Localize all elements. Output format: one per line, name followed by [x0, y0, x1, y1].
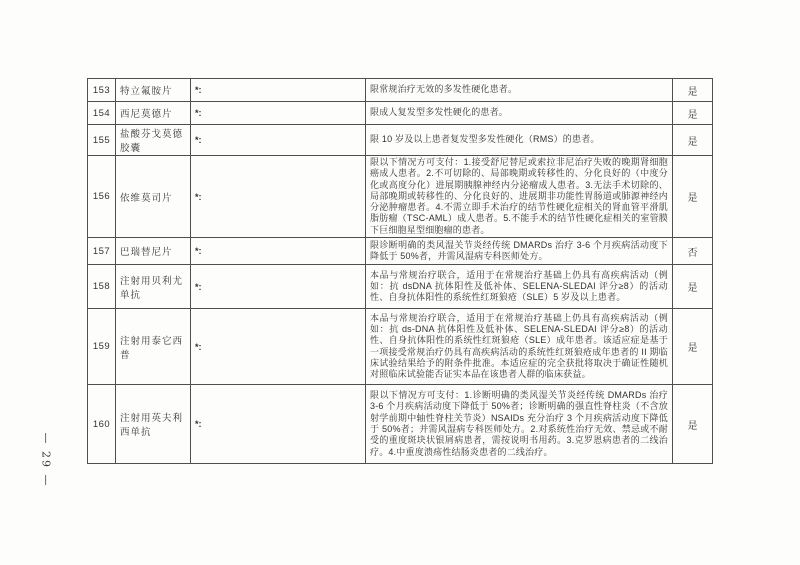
table-row [88, 79, 713, 102]
negotiation-flag: 是 [673, 102, 713, 125]
drug-name: 注射用泰它西普 [116, 309, 191, 385]
table-row [88, 102, 713, 125]
negotiation-flag: 是 [673, 125, 713, 156]
row-index: 160 [88, 385, 116, 464]
payment-scope: 限 10 岁及以上患者复发型多发性硬化（RMS）的患者。 [366, 125, 673, 156]
drug-name: 注射用英夫利西单抗 [116, 385, 191, 464]
page-number: — 29 — [39, 432, 53, 488]
table-row [88, 238, 713, 265]
table-row [88, 265, 713, 309]
payment-scope: 本品与常规治疗联合，适用于在常规治疗基础上仍具有高疾病活动（例如：抗 ds-DNA 抗体阳性及低补体、SELENA-SLEDAI 评分≥8）的活动性、自身抗体阳性的系统性红斑狼疮（SLE）成年患者。该适应症是基于一项接受常规治疗仍具有高疾病活动的系统性红斑狼疮成年患者的 II 期临床试验结果给予的附条件批准。本适应症的完全获批将取决于确证性随机对照临床试验能否证实本品在该患者人群的临床获益。 [366, 309, 673, 385]
drug-name: 依维莫司片 [116, 156, 191, 238]
row-index: 156 [88, 156, 116, 238]
payment-scope: 限常规治疗无效的多发性硬化患者。 [366, 79, 673, 102]
remark-mark: *: [191, 238, 366, 265]
negotiation-flag: 是 [673, 79, 713, 102]
negotiation-flag: 是 [673, 309, 713, 385]
drug-payment-restriction-table [87, 78, 713, 464]
row-index: 159 [88, 309, 116, 385]
remark-mark: *: [191, 309, 366, 385]
drug-name: 西尼莫德片 [116, 102, 191, 125]
negotiation-flag: 否 [673, 238, 713, 265]
table-row [88, 125, 713, 156]
negotiation-flag: 是 [673, 156, 713, 238]
drug-name: 特立氟胺片 [116, 79, 191, 102]
row-index: 155 [88, 125, 116, 156]
payment-scope: 本品与常规治疗联合，适用于在常规治疗基础上仍具有高疾病活动（例如：抗 dsDNA 抗体阳性及低补体、SELENA-SLEDAI 评分≥8）的活动性、自身抗体阳性的系统性红斑狼疮（SLE）5 岁及以上患者。 [366, 265, 673, 309]
drug-name: 巴瑞替尼片 [116, 238, 191, 265]
payment-scope: 限诊断明确的类风湿关节炎经传统 DMARDs 治疗 3-6 个月疾病活动度下降低于 50%者，并需风湿病专科医师处方。 [366, 238, 673, 265]
negotiation-flag: 是 [673, 265, 713, 309]
remark-mark: *: [191, 385, 366, 464]
row-index: 158 [88, 265, 116, 309]
drug-name: 盐酸芬戈莫德胶囊 [116, 125, 191, 156]
table-row [88, 385, 713, 464]
payment-scope: 限以下情况方可支付：1.诊断明确的类风湿关节炎经传统 DMARDs 治疗 3-6 个月疾病活动度下降低于 50%者；诊断明确的强直性脊柱炎（不含放射学前期中轴性脊柱关节炎）NSAIDs 充分治疗 3 个月疾病活动度下降低于 50%者；并需风湿病专科医师处方。2.对系统性治疗无效、禁忌或不耐受的重度斑块状银屑病患者，需按说明书用药。3.克罗恩病患者的二线治疗。4.中重度溃疡性结肠炎患者的二线治疗。 [366, 385, 673, 464]
payment-scope: 限以下情况方可支付：1.接受舒尼替尼或索拉非尼治疗失败的晚期肾细胞癌成人患者。2.不可切除的、局部晚期或转移性的、分化良好的（中度分化或高度分化）进展期胰腺神经内分泌瘤成人患者。3.无法手术切除的、局部晚期或转移性的、分化良好的、进展期非功能性胃肠道或肺源神经内分泌肿瘤患者。4.不需立即手术治疗的结节性硬化症相关的肾血管平滑肌脂肪瘤（TSC-AML）成人患者。5.不能手术的结节性硬化症相关的室管膜下巨细胞星型细胞瘤的患者。 [366, 156, 673, 238]
row-index: 153 [88, 79, 116, 102]
remark-mark: *: [191, 156, 366, 238]
remark-mark: *: [191, 79, 366, 102]
table-row [88, 309, 713, 385]
remark-mark: *: [191, 102, 366, 125]
row-index: 157 [88, 238, 116, 265]
remark-mark: *: [191, 125, 366, 156]
remark-mark: *: [191, 265, 366, 309]
table-row [88, 156, 713, 238]
row-index: 154 [88, 102, 116, 125]
negotiation-flag: 是 [673, 385, 713, 464]
payment-scope: 限成人复发型多发性硬化的患者。 [366, 102, 673, 125]
drug-name: 注射用贝利尤单抗 [116, 265, 191, 309]
